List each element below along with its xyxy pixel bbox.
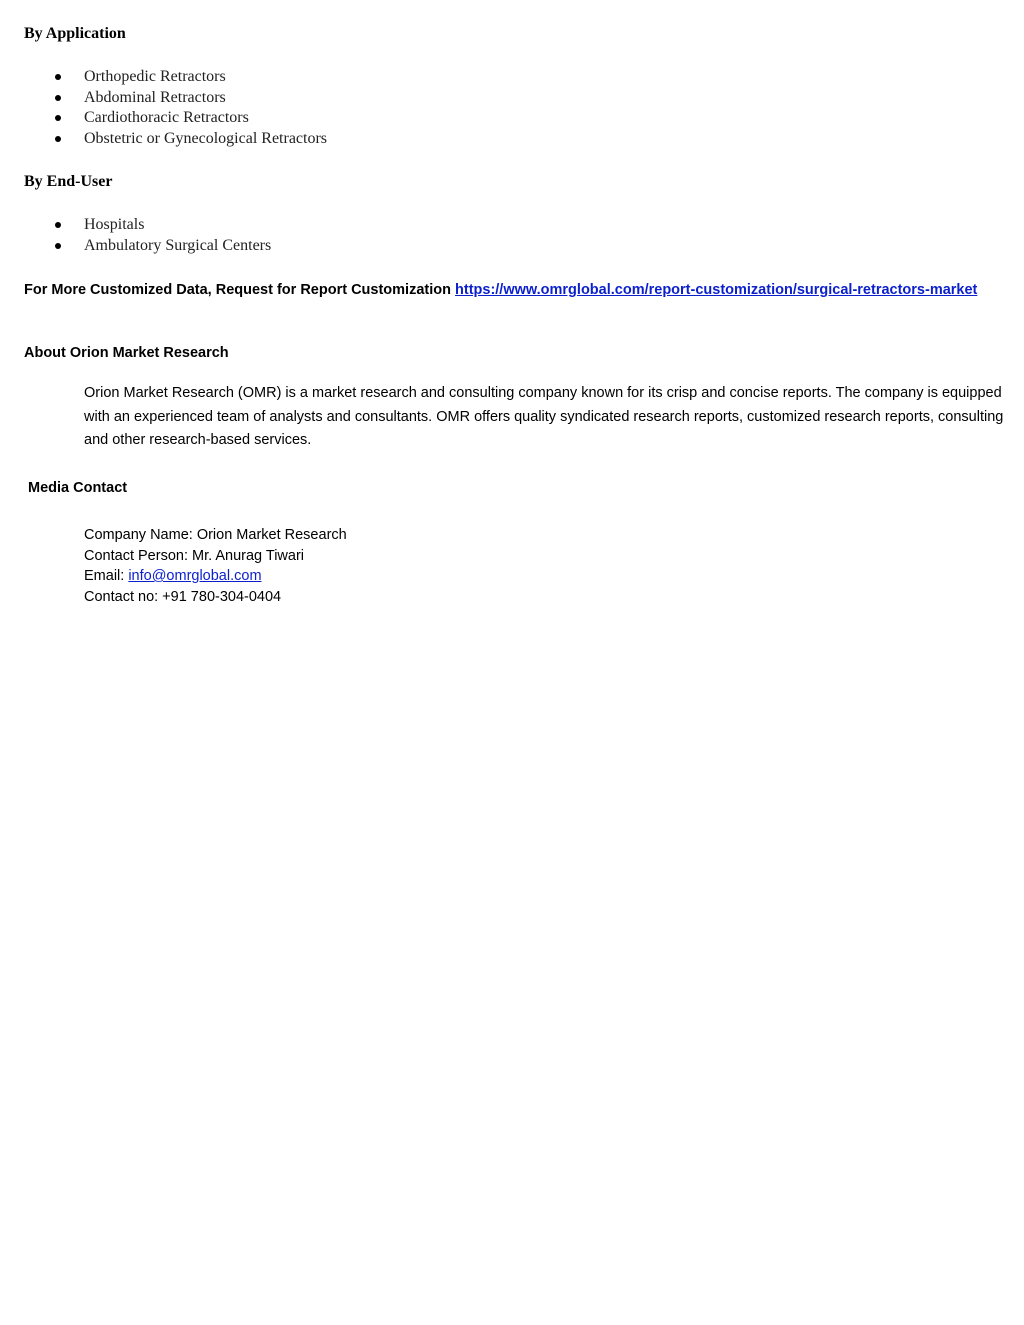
email-line <box>84 566 347 587</box>
customization-link[interactable]: https://www.omrglobal.com/report-customization/surgical-retractors-market <box>455 282 978 298</box>
list-item: Cardiothoracic Retractors <box>24 108 327 129</box>
list-item: Hospitals <box>24 215 271 236</box>
list-item: Ambulatory Surgical Centers <box>24 236 271 257</box>
contact-person-line: Contact Person: Mr. Anurag Tiwari <box>84 547 305 564</box>
about-heading: About Orion Market Research <box>24 345 229 361</box>
list-item: Orthopedic Retractors <box>24 67 327 88</box>
list-item: Abdominal Retractors <box>24 88 327 109</box>
email-label: Email: <box>84 568 129 584</box>
bullet-icon <box>55 95 61 101</box>
application-list <box>24 67 327 149</box>
bullet-icon <box>55 136 61 142</box>
bullet-icon <box>55 115 61 121</box>
contact-block <box>84 525 347 607</box>
bullet-icon <box>55 74 61 80</box>
company-name-line: Company Name: Orion Market Research <box>84 527 347 543</box>
by-application-heading: By Application <box>24 25 126 42</box>
email-link[interactable]: info@omrglobal.com <box>128 568 262 584</box>
about-body: Orion Market Research (OMR) is a market research and consulting company known for its crisp and concise reports. The company is equipped with an experienced team of analysts and consultants. OMR offers quality syndicated research reports, customized research reports, consulting and other research-based services. <box>84 385 1004 448</box>
bullet-icon <box>55 243 61 249</box>
by-end-user-heading: By End-User <box>24 173 113 190</box>
contact-number-line: Contact no: +91 780-304-0404 <box>84 588 282 605</box>
customization-text: For More Customized Data, Request for Report Customization <box>24 282 451 298</box>
list-item: Obstetric or Gynecological Retractors <box>24 129 327 150</box>
bullet-icon <box>55 222 61 228</box>
customization-paragraph <box>24 279 999 303</box>
end-user-list <box>24 215 271 256</box>
media-contact-heading: Media Contact <box>28 480 128 496</box>
